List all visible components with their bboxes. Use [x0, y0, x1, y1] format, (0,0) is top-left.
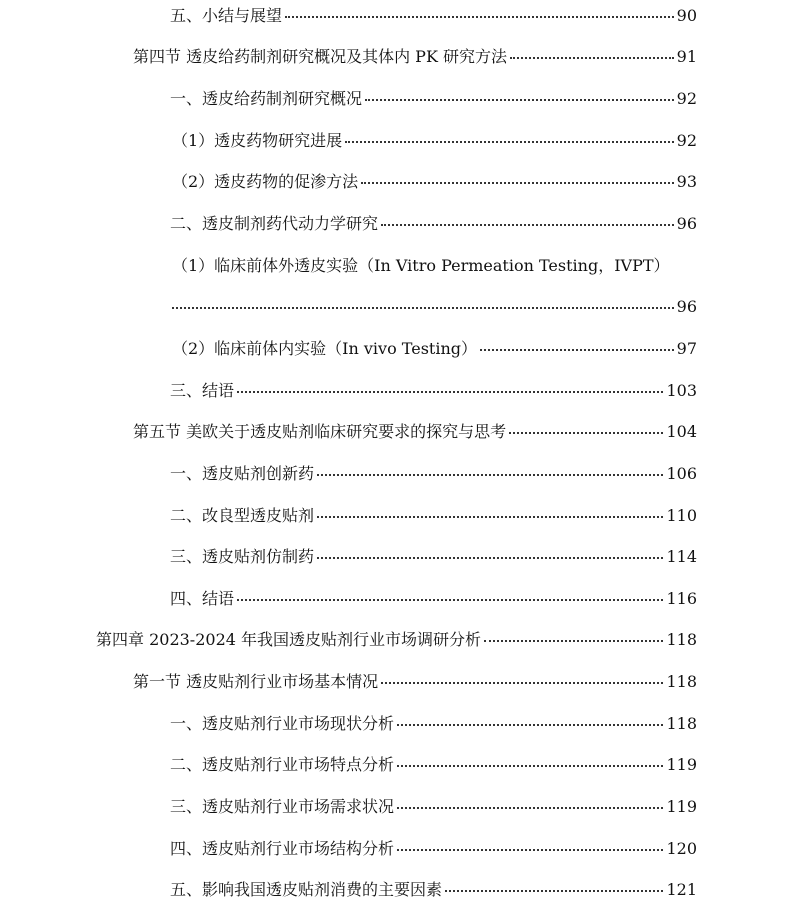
- toc-entry[interactable]: [172, 130, 697, 152]
- toc-page-number: 110: [666, 506, 697, 525]
- toc-entry-label: 一、透皮贴剂创新药: [170, 464, 315, 483]
- toc-entry-label: 一、透皮贴剂行业市场现状分析: [170, 714, 395, 733]
- toc-leader-dots: [345, 141, 673, 143]
- toc-entry-label: （1）临床前体外透皮实验（In Vitro Permeation Testing，IVPT）: [172, 256, 670, 275]
- toc-leader-dots: [317, 557, 663, 559]
- toc-leader-dots: [317, 516, 663, 518]
- toc-page-number: 114: [666, 547, 697, 566]
- toc-entry-ivpt[interactable]: [172, 255, 697, 277]
- toc-leader-dots: [285, 16, 674, 18]
- toc-leader-dots: [445, 890, 663, 892]
- toc-entry-section-1[interactable]: [133, 671, 697, 693]
- toc-leader-dots: [397, 849, 663, 851]
- toc-leader-dots: [480, 349, 674, 351]
- toc-entry-label: 四、透皮贴剂行业市场结构分析: [170, 839, 395, 858]
- toc-page-number: 118: [666, 630, 697, 649]
- toc-entry-label: （2）临床前体内实验（In vivo Testing）: [172, 339, 478, 358]
- toc-entry[interactable]: [170, 546, 697, 568]
- toc-page-number: 120: [666, 839, 697, 858]
- toc-leader-dots: [397, 807, 663, 809]
- toc-entry-label: （2）透皮药物的促渗方法: [172, 172, 359, 191]
- toc-page-number: 91: [676, 47, 697, 66]
- toc-entry[interactable]: [170, 213, 697, 235]
- toc-page-number: 119: [666, 755, 697, 774]
- toc-entry-chapter-4[interactable]: [96, 629, 697, 651]
- toc-entry[interactable]: [170, 713, 697, 735]
- toc-page-number: 119: [666, 797, 697, 816]
- toc-entry[interactable]: [170, 879, 697, 901]
- toc-leader-dots: [172, 307, 674, 309]
- toc-page-number: 92: [676, 89, 697, 108]
- toc-leader-dots: [510, 57, 674, 59]
- toc-leader-dots: [397, 724, 663, 726]
- toc-page-number: 116: [666, 589, 697, 608]
- toc-entry[interactable]: [172, 171, 697, 193]
- toc-entry[interactable]: [170, 588, 697, 610]
- toc-entry-continuation[interactable]: [172, 296, 697, 318]
- toc-entry-label: 一、透皮给药制剂研究概况: [170, 89, 363, 108]
- toc-entry-label: 四、结语: [170, 589, 235, 608]
- toc-entry-label: 三、结语: [170, 381, 235, 400]
- toc-page-number: 96: [676, 214, 697, 233]
- toc-page-number: 106: [666, 464, 697, 483]
- toc-entry-label: 第五节 美欧关于透皮贴剂临床研究要求的探究与思考: [133, 422, 507, 441]
- toc-leader-dots: [317, 474, 663, 476]
- toc-entry-label: 五、小结与展望: [170, 6, 283, 25]
- toc-leader-dots: [397, 765, 663, 767]
- toc-page-number: 121: [666, 880, 697, 899]
- toc-entry[interactable]: [170, 88, 697, 110]
- toc-entry[interactable]: [170, 380, 697, 402]
- toc-entry-label: 第四章 2023-2024 年我国透皮贴剂行业市场调研分析: [96, 630, 482, 649]
- toc-entry-label: 二、改良型透皮贴剂: [170, 506, 315, 525]
- toc-page-number: 97: [676, 339, 697, 358]
- toc-leader-dots: [365, 99, 674, 101]
- toc-entry-section-5[interactable]: [133, 421, 697, 443]
- toc-leader-dots: [381, 682, 663, 684]
- toc-entry[interactable]: [170, 505, 697, 527]
- toc-entry[interactable]: [170, 463, 697, 485]
- toc-entry-label: （1）透皮药物研究进展: [172, 131, 343, 150]
- toc-page-number: 103: [666, 381, 697, 400]
- toc-page-number: 92: [676, 131, 697, 150]
- toc-entry-summary-outlook[interactable]: [170, 5, 697, 27]
- toc-leader-dots: [381, 224, 674, 226]
- toc-page-number: 93: [676, 172, 697, 191]
- toc-entry-label: 第四节 透皮给药制剂研究概况及其体内 PK 研究方法: [133, 47, 507, 66]
- toc-entry-label: 二、透皮贴剂行业市场特点分析: [170, 755, 395, 774]
- toc-entry[interactable]: [170, 754, 697, 776]
- toc-entry[interactable]: [170, 838, 697, 860]
- toc-entry-label: 二、透皮制剂药代动力学研究: [170, 214, 379, 233]
- toc-page-number: 104: [666, 422, 697, 441]
- toc-page-number: 90: [676, 6, 697, 25]
- toc-entry-label: 三、透皮贴剂仿制药: [170, 547, 315, 566]
- toc-entry-label: 第一节 透皮贴剂行业市场基本情况: [133, 672, 379, 691]
- toc-entry[interactable]: [172, 338, 697, 360]
- toc-entry[interactable]: [170, 796, 697, 818]
- toc-page-number: 118: [666, 714, 697, 733]
- toc-page-number: 118: [666, 672, 697, 691]
- toc-leader-dots: [237, 599, 663, 601]
- toc-entry-label: 五、影响我国透皮贴剂消费的主要因素: [170, 880, 443, 899]
- toc-leader-dots: [361, 182, 673, 184]
- toc-entry-section-4[interactable]: [133, 46, 697, 68]
- toc-page-number: 96: [676, 297, 697, 316]
- toc-leader-dots: [509, 432, 663, 434]
- toc-leader-dots: [484, 640, 663, 642]
- toc-leader-dots: [237, 391, 663, 393]
- toc-entry-label: 三、透皮贴剂行业市场需求状况: [170, 797, 395, 816]
